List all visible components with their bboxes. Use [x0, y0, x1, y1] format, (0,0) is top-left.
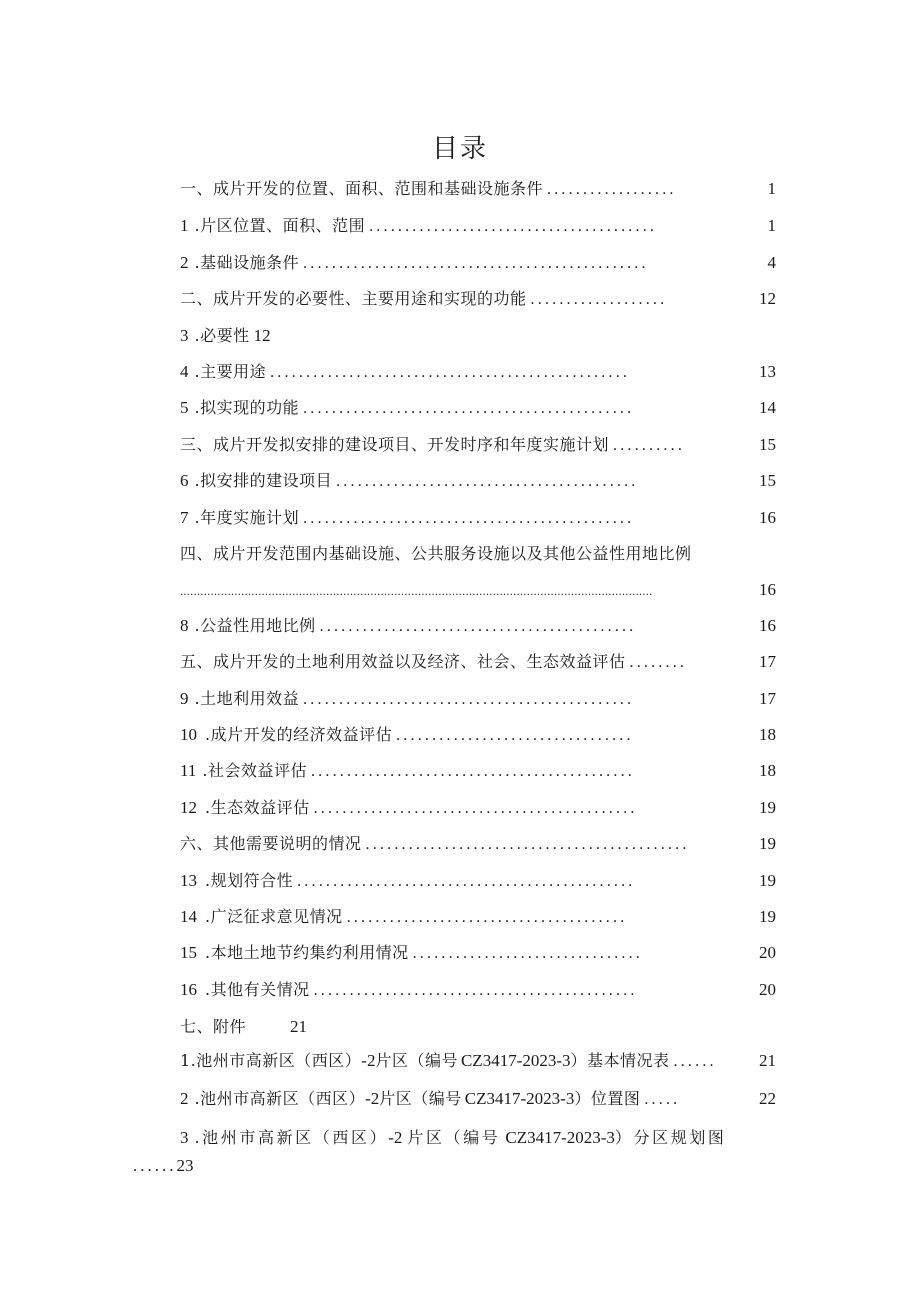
toc-entry-title: .本地土地节约集约利用情况 [205, 943, 409, 962]
toc-section-number: 3 [180, 326, 189, 345]
toc-entry-section-5[interactable] [180, 397, 776, 420]
toc-page-number: 20 [759, 943, 776, 962]
toc-page-number: 20 [759, 980, 776, 999]
toc-entry-section-9[interactable] [180, 688, 776, 711]
toc-entry-attachment-2[interactable] [180, 1088, 776, 1111]
toc-entry-section-2[interactable] [180, 252, 776, 275]
toc-entry-title: .年度实施计划 [194, 508, 300, 527]
toc-entry-chapter-2[interactable] [180, 288, 776, 311]
toc-page-number: 15 [759, 471, 776, 490]
toc-section-number: 9 [180, 689, 189, 708]
toc-entry-section-3[interactable] [180, 325, 776, 347]
toc-entry-title-part: CZ3417-2023-3 [460, 1051, 571, 1070]
toc-entry-section-10[interactable] [180, 724, 776, 747]
toc-entry-title-part: .池州市高新区（西区） [194, 1089, 366, 1108]
toc-leader-dots: ........................................ [369, 218, 658, 235]
toc-leader-dots: ...... [673, 1053, 717, 1070]
toc-entry-title: 七、附件 [180, 1017, 247, 1036]
toc-section-number: 2 [180, 1089, 189, 1108]
toc-entry-title: .生态效益评估 [205, 798, 310, 817]
toc-section-number: 8 [180, 616, 189, 635]
toc-section-number: 14 [180, 907, 197, 926]
toc-page-number: 16 [759, 580, 776, 599]
toc-section-number: 2 [180, 253, 189, 272]
toc-entry-attachment-3-continuation[interactable] [133, 1155, 194, 1177]
toc-page-number: 22 [759, 1089, 776, 1108]
toc-section-number: 16 [180, 980, 197, 999]
toc-leader-dots: ....................................... [346, 909, 628, 926]
toc-entry-title: .拟实现的功能 [194, 398, 300, 417]
toc-leader-dots: ........................................................................................................................................... [180, 584, 653, 598]
toc-leader-dots: .............................................. [303, 510, 635, 527]
toc-page-number: 21 [290, 1017, 308, 1036]
toc-section-number: 3 [180, 1128, 189, 1147]
toc-entry-chapter-5[interactable] [180, 651, 776, 674]
toc-leader-dots: ...... [133, 1156, 177, 1175]
toc-entry-title-part: 1.池州市高新区（西区） [180, 1051, 362, 1070]
toc-page-number: 19 [759, 798, 776, 817]
toc-section-number: 7 [180, 508, 189, 527]
toc-page-number: 18 [759, 725, 776, 744]
toc-section-number: 11 [180, 761, 197, 780]
toc-entry-title: 五、成片开发的土地利用效益以及经济、社会、生态效益评估 [180, 652, 626, 671]
toc-entry-title: .主要用途 [194, 362, 267, 381]
toc-entry-title-part: -2 [365, 1089, 380, 1108]
toc-entry-section-15[interactable] [180, 942, 776, 965]
toc-page-number: 1 [767, 179, 776, 198]
toc-entry-title: 二、成片开发的必要性、主要用途和实现的功能 [180, 289, 527, 308]
toc-section-number: 15 [180, 943, 197, 962]
toc-entry-title: .公益性用地比例 [194, 616, 316, 635]
toc-page-number: 17 [759, 689, 776, 708]
toc-leader-dots: .................. [547, 181, 677, 198]
toc-page-number: 1 [767, 216, 776, 235]
toc-entry-title-part: 片区（编号 [407, 1128, 501, 1147]
toc-entry-attachment-3[interactable] [180, 1127, 776, 1149]
toc-leader-dots: ............................................. [313, 982, 638, 999]
toc-page-number: 17 [759, 652, 776, 671]
toc-section-number: 1 [180, 216, 189, 235]
toc-page-number: 21 [759, 1051, 776, 1070]
toc-entry-title: 三、成片开发拟安排的建设项目、开发时序和年度实施计划 [180, 435, 610, 454]
toc-entry-title: .广泛征求意见情况 [205, 907, 343, 926]
toc-entry-section-8[interactable] [180, 615, 776, 638]
toc-entry-title: .其他有关情况 [205, 980, 310, 999]
toc-entry-title-part: CZ3417-2023-3 [464, 1089, 575, 1108]
toc-leader-dots: ..... [644, 1091, 681, 1108]
toc-entry-title: 一、成片开发的位置、面积、范围和基础设施条件 [180, 179, 544, 198]
toc-page-number: 14 [759, 398, 776, 417]
toc-entry-section-14[interactable] [180, 906, 776, 929]
toc-leader-dots: .......... [613, 437, 686, 454]
toc-entry-title-part: CZ3417-2023-3 [505, 1128, 615, 1147]
toc-leader-dots: ............................................... [297, 873, 636, 890]
toc-entry-title-part: -2 [388, 1128, 403, 1147]
toc-leader-dots: ........ [629, 654, 688, 671]
toc-entry-title: .土地利用效益 [194, 689, 300, 708]
toc-page-number: 15 [759, 435, 776, 454]
toc-entry-title: .拟安排的建设项目 [194, 471, 333, 490]
toc-leader-dots: .......................................... [336, 473, 639, 490]
toc-page-number: 18 [759, 761, 776, 780]
toc-section-number: 5 [180, 398, 189, 417]
toc-page-number: 23 [176, 1156, 194, 1175]
toc-entry-title: 四、成片开发范围内基础设施、公共服务设施以及其他公益性用地比例 [180, 544, 692, 563]
page-title: 目录 [431, 134, 488, 164]
toc-entry-chapter-3[interactable] [180, 434, 776, 457]
toc-page-number: 13 [759, 362, 776, 381]
toc-entry-title-part: -2 [361, 1051, 376, 1070]
toc-leader-dots: .............................................. [303, 691, 635, 708]
toc-entry-title-part: 片区（编号 [379, 1089, 462, 1108]
toc-leader-dots: ............................................ [319, 618, 637, 635]
toc-section-number: 12 [180, 798, 197, 817]
toc-entry-title-part: ）基本情况表 [570, 1051, 670, 1070]
toc-entry-section-7[interactable] [180, 507, 776, 530]
toc-entry-section-4[interactable] [180, 361, 776, 384]
toc-entry-chapter-4-continuation[interactable] [180, 579, 776, 602]
toc-page-number: 19 [759, 871, 776, 890]
toc-entry-title: .规划符合性 [205, 871, 294, 890]
toc-leader-dots: ............................................. [313, 800, 638, 817]
toc-page-number: 19 [759, 834, 776, 853]
toc-entry-title-part: ）分区规划图 [614, 1128, 727, 1147]
toc-entry-title: .基础设施条件 [194, 253, 300, 272]
toc-leader-dots: ............................................. [310, 763, 635, 780]
toc-entry-title-part: .池州市高新区（西区） [194, 1128, 389, 1147]
toc-leader-dots: ................................ [412, 945, 643, 962]
toc-page-number: 4 [767, 253, 776, 272]
toc-section-number: 10 [180, 725, 197, 744]
toc-entry-title: .必要性 [194, 326, 250, 345]
toc-section-number: 13 [180, 871, 197, 890]
toc-entry-chapter-7[interactable] [180, 1016, 776, 1038]
toc-entry-title: .成片开发的经济效益评估 [205, 725, 393, 744]
toc-entry-section-13[interactable] [180, 870, 776, 893]
toc-entry-section-1[interactable] [180, 215, 776, 238]
toc-entry-title: .片区位置、面积、范围 [194, 216, 366, 235]
toc-entry-chapter-1[interactable] [180, 178, 776, 201]
toc-leader-dots: ................................. [396, 727, 634, 744]
toc-entry-title-part: ）位置图 [574, 1089, 641, 1108]
toc-entry-chapter-4[interactable] [180, 543, 776, 565]
toc-page-number: 16 [759, 616, 776, 635]
toc-entry-title-part: 片区（编号 [375, 1051, 458, 1070]
toc-leader-dots: .............................................. [303, 400, 635, 417]
toc-entry-attachment-1[interactable] [180, 1050, 776, 1073]
toc-page-number: 12 [759, 289, 776, 308]
toc-entry-section-16[interactable] [180, 979, 776, 1002]
toc-leader-dots: .................................................. [270, 364, 631, 381]
toc-entry-title: 六、其他需要说明的情况 [180, 834, 362, 853]
toc-leader-dots: ................................................ [303, 255, 649, 272]
toc-page-number: 12 [253, 326, 271, 345]
toc-page-number: 16 [759, 508, 776, 527]
toc-entry-section-11[interactable] [180, 760, 776, 783]
toc-leader-dots: ................... [530, 291, 668, 308]
toc-page-number: 19 [759, 907, 776, 926]
toc-entry-section-12[interactable] [180, 797, 776, 820]
toc-section-number: 4 [180, 362, 189, 381]
toc-entry-title: .社会效益评估 [202, 761, 307, 780]
toc-leader-dots: ............................................. [365, 836, 690, 853]
toc-section-number: 6 [180, 471, 189, 490]
toc-entry-chapter-6[interactable] [180, 833, 776, 856]
toc-entry-section-6[interactable] [180, 470, 776, 493]
